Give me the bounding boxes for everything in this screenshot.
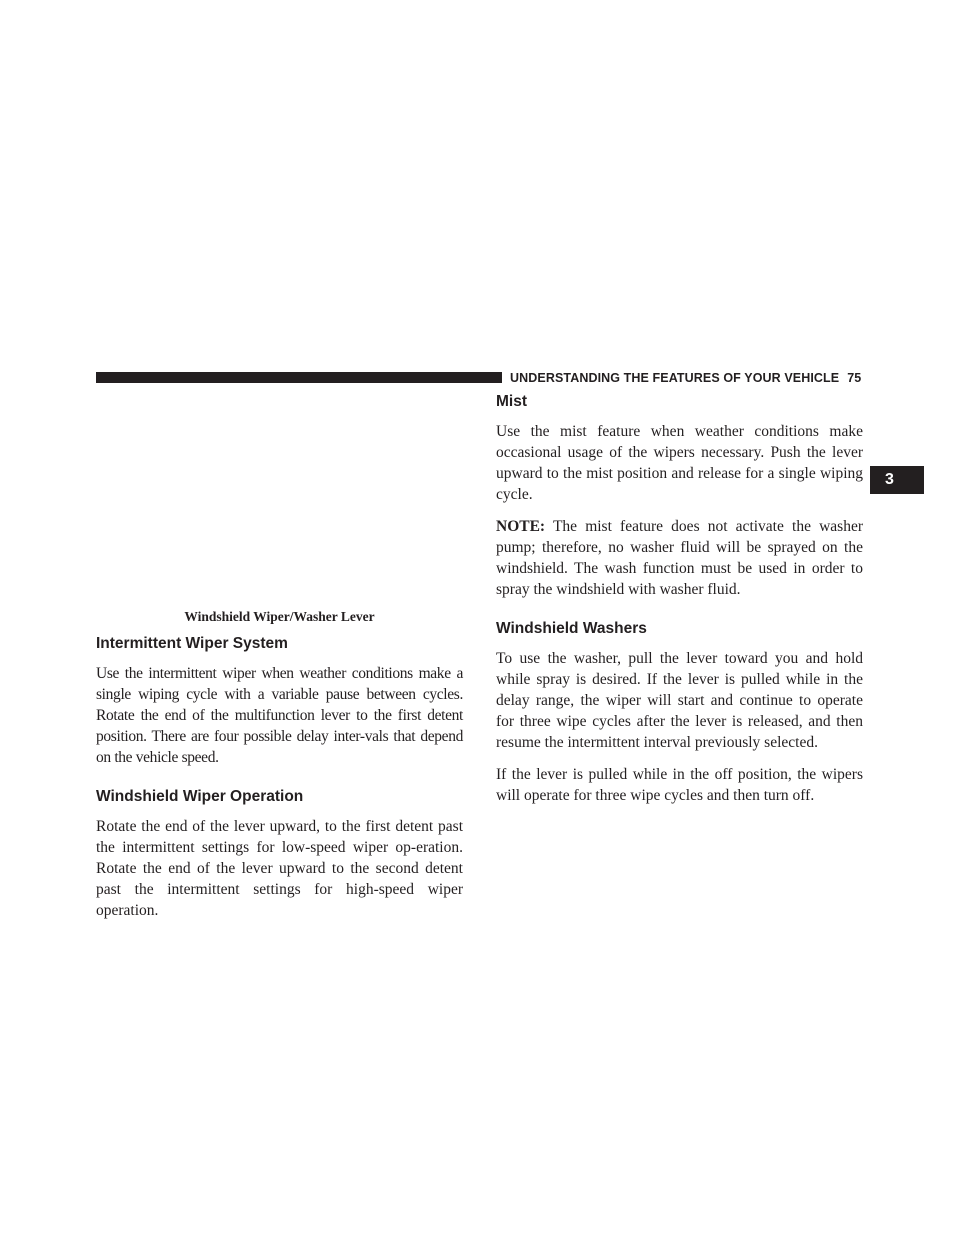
header-rule-end [494, 372, 502, 383]
note-label: NOTE: [496, 518, 546, 535]
section-heading: Windshield Washers [496, 620, 647, 637]
body-paragraph: If the lever is pulled while in the off position, the wipers will operate for three wipe cycles and then turn off. [496, 766, 863, 804]
chapter-tab[interactable]: 3 [870, 466, 924, 494]
body-paragraph: Use the mist feature when weather conditions make occasional usage of the wipers necessary. Push the lever upward to the mist position and release for a single wiping cycle. [496, 423, 863, 503]
header-title: UNDERSTANDING THE FEATURES OF YOUR VEHICLE [510, 371, 840, 385]
body-paragraph: Use the intermittent wiper when weather conditions make a single wiping cycle with a variable pause between cycles. Rotate the end of the multifunction lever to the first detent position. There are four possible delay inter-vals that depend on the vehicle speed. [96, 665, 463, 766]
running-header [510, 371, 866, 385]
body-paragraph: Rotate the end of the lever upward, to the first detent past the intermittent settings for low-speed wiper op-eration. Rotate the end of the lever upward to the second detent past the intermittent settings for high-speed wiper operation. [96, 818, 463, 919]
page-number: 75 [847, 371, 862, 385]
section-heading: Windshield Wiper Operation [96, 788, 304, 805]
figure-caption: Windshield Wiper/Washer Lever [184, 609, 375, 624]
note-paragraph [496, 516, 863, 600]
header-rule [96, 372, 494, 383]
body-paragraph: To use the washer, pull the lever toward you and hold while spray is desired. If the lever is pulled while in the delay range, the wiper will start and continue to operate for three wipe cycles after the lever is released, and then resume the intermittent interval previously selected. [496, 650, 863, 751]
section-heading: Mist [496, 393, 527, 410]
section-heading: Intermittent Wiper System [96, 635, 288, 652]
left-column [96, 608, 463, 932]
right-column [496, 393, 863, 817]
note-text: The mist feature does not activate the washer pump; therefore, no washer fluid will be sprayed on the windshield. The wash function must be used in order to spray the windshield with washer fluid. [496, 518, 863, 598]
